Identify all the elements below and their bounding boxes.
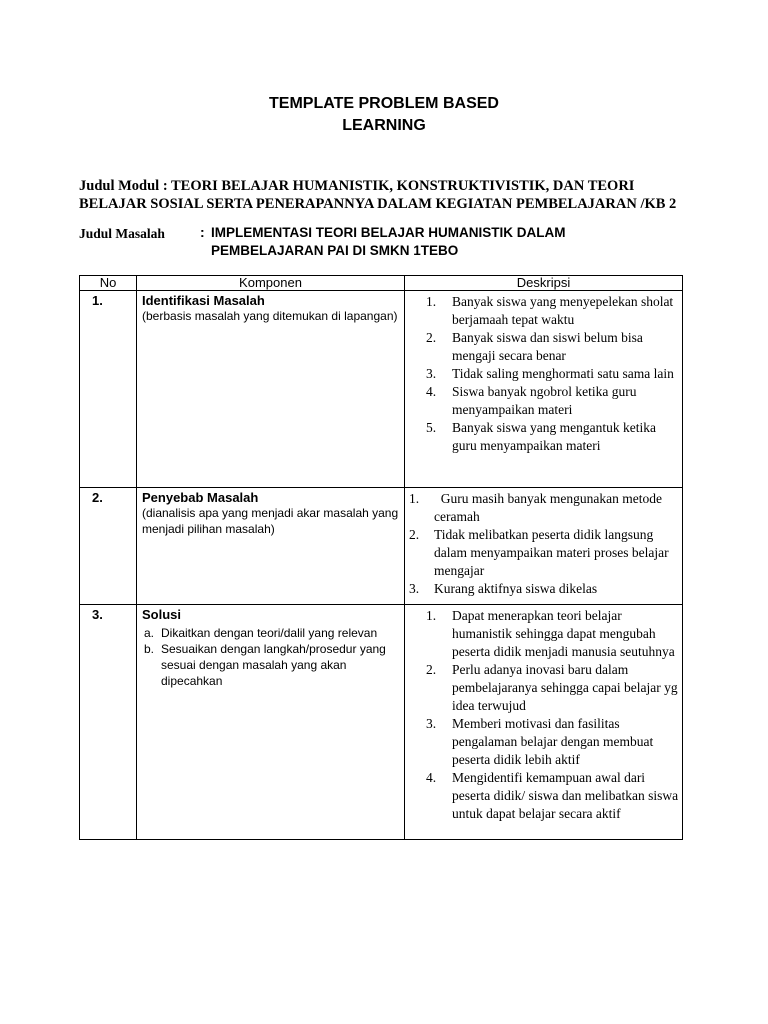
komponen-sublist <box>142 625 400 689</box>
list-item-text: Mengidentifi kemampuan awal dari peserta didik/ siswa dan melibatkan siswa untuk dapat belajar secara aktif <box>452 770 679 821</box>
deskripsi-cell <box>405 291 683 488</box>
list-item <box>409 365 680 383</box>
list-marker: 1. <box>426 608 437 623</box>
list-marker: 4. <box>426 384 437 399</box>
list-item <box>409 383 680 419</box>
row-number: 3. <box>80 605 137 840</box>
list-item-text: Memberi motivasi dan fasilitas pengalaman belajar dengan membuat peserta didik lebih aktif <box>452 716 654 767</box>
deskripsi-cell <box>405 488 683 605</box>
list-marker: 2. <box>426 330 437 345</box>
list-item-text: Siswa banyak ngobrol ketika guru menyampaikan materi <box>452 384 637 417</box>
list-item-text: Tidak saling menghormati satu sama lain <box>452 366 674 381</box>
list-item <box>142 641 400 689</box>
list-item <box>409 526 680 580</box>
list-item <box>409 419 680 455</box>
deskripsi-cell <box>405 605 683 840</box>
list-marker: 5. <box>426 420 437 435</box>
deskripsi-list <box>409 490 680 598</box>
list-item <box>409 607 680 661</box>
list-marker: 3. <box>409 581 420 596</box>
header-no: No <box>80 276 137 291</box>
list-item <box>409 329 680 365</box>
list-marker: 3. <box>426 716 437 731</box>
list-marker: 1. <box>409 491 420 506</box>
table-header-row <box>80 276 683 291</box>
judul-masalah-value <box>211 224 631 260</box>
komponen-cell <box>137 605 405 840</box>
komponen-title: Solusi <box>142 607 182 622</box>
deskripsi-list <box>409 607 680 823</box>
list-marker: a. <box>144 626 155 640</box>
table-row <box>80 605 683 840</box>
list-item-text: Dapat menerapkan teori belajar humanistik sehingga dapat mengubah peserta didik menjadi manusia seutuhnya <box>452 608 675 659</box>
header-komponen: Komponen <box>137 276 405 291</box>
judul-masalah-label: Judul Masalah <box>79 226 165 241</box>
list-item-text: Banyak siswa yang menyepelekan sholat berjamaah tepat waktu <box>452 294 674 327</box>
judul-masalah-colon: : <box>200 224 205 240</box>
list-marker: 2. <box>409 527 420 542</box>
list-item <box>409 715 680 769</box>
list-item <box>409 293 680 329</box>
list-item-text: Perlu adanya inovasi baru dalam pembelajaranya sehingga capai belajar yg idea terwujud <box>452 662 678 713</box>
table-row <box>80 291 683 488</box>
list-item <box>409 490 680 526</box>
list-marker: b. <box>144 642 155 656</box>
list-item <box>409 580 680 598</box>
list-item-text: Dikaitkan dengan teori/dalil yang relevan <box>161 626 378 640</box>
header-deskripsi: Deskripsi <box>405 276 683 291</box>
komponen-cell <box>137 291 405 488</box>
list-item-text: Kurang aktifnya siswa dikelas <box>434 581 598 596</box>
komponen-title: Penyebab Masalah <box>142 490 259 505</box>
list-marker: 2. <box>426 662 437 677</box>
komponen-cell <box>137 488 405 605</box>
list-marker: 1. <box>426 294 437 309</box>
table-row <box>80 488 683 605</box>
pbl-table <box>79 275 683 840</box>
judul-masalah-line-2: PEMBELAJARAN PAI DI SMKN 1TEBO <box>211 243 459 258</box>
list-item-text: Guru masih banyak mengunakan metode ceramah <box>434 491 666 524</box>
deskripsi-list <box>409 293 680 455</box>
judul-modul: Judul Modul : TEORI BELAJAR HUMANISTIK, KONSTRUKTIVISTIK, DAN TEORI BELAJAR SOSIAL SERTA PENERAPANNYA DALAM KEGIATAN PEMBELAJARAN /KB 2 <box>79 178 677 212</box>
list-marker: 3. <box>426 366 437 381</box>
list-marker: 4. <box>426 770 437 785</box>
row-number: 2. <box>80 488 137 605</box>
list-item <box>409 661 680 715</box>
judul-masalah-line-1: IMPLEMENTASI TEORI BELAJAR HUMANISTIK DALAM <box>211 225 566 240</box>
document-title-line-2: LEARNING <box>342 117 426 134</box>
row-number: 1. <box>80 291 137 488</box>
document-title-line-1: TEMPLATE PROBLEM BASED <box>269 95 499 112</box>
komponen-title: Identifikasi Masalah <box>142 293 265 308</box>
komponen-note: (berbasis masalah yang ditemukan di lapangan) <box>142 309 398 323</box>
list-item-text: Banyak siswa dan siswi belum bisa mengaji secara benar <box>452 330 643 363</box>
list-item <box>409 769 680 823</box>
list-item-text: Sesuaikan dengan langkah/prosedur yang sesuai dengan masalah yang akan dipecahkan <box>161 642 386 688</box>
komponen-note: (dianalisis apa yang menjadi akar masalah yang menjadi pilihan masalah) <box>142 506 399 536</box>
list-item-text: Tidak melibatkan peserta didik langsung dalam menyampaikan materi proses belajar mengajar <box>434 527 669 578</box>
list-item <box>142 625 400 641</box>
list-item-text: Banyak siswa yang mengantuk ketika guru menyampaikan materi <box>452 420 656 453</box>
